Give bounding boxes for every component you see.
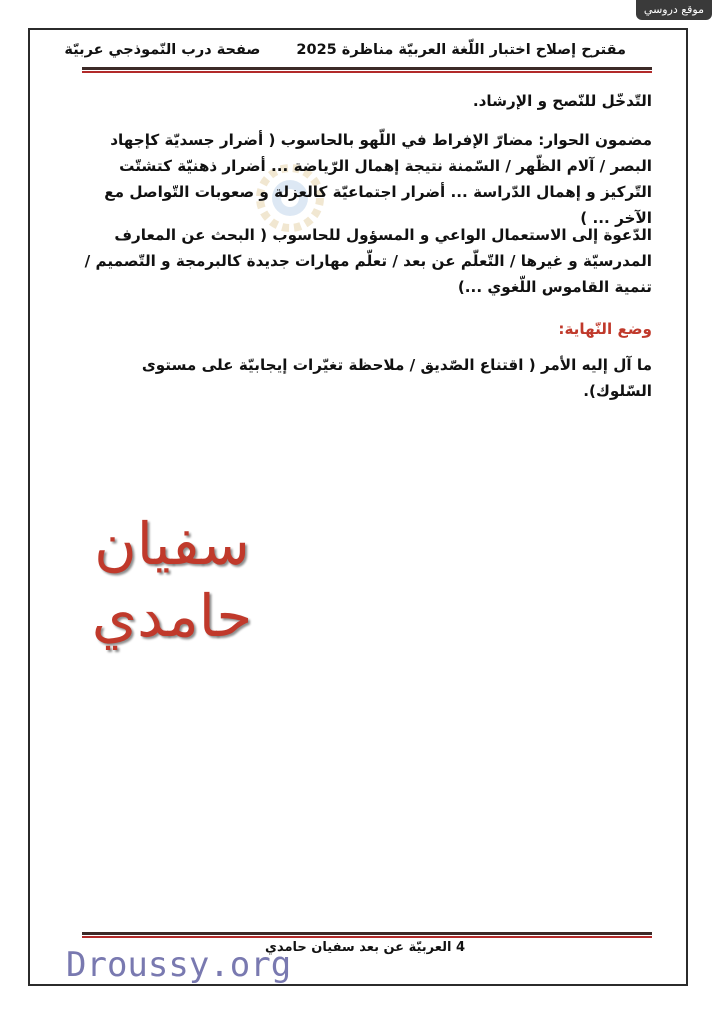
footer-rule-dark <box>82 932 652 935</box>
call-to-action-paragraph: الدّعوة إلى الاستعمال الواعي و المسؤول للحاسوب ( البحث عن المعارف المدرسيّة و غيرها / التّعلّم عن بعد / تعلّم مهارات جديدة كالبرمجة و التّصميم / تنمية القاموس اللّغوي ...) <box>84 226 652 296</box>
header-rule-red <box>82 71 652 73</box>
site-watermark: Droussy.org <box>66 945 292 985</box>
ending-text: ما آل إليه الأمر ( اقتناع الصّديق / ملاحظة تغيّرات إيجابيّة على مستوى السّلوك). <box>141 356 652 400</box>
author-signature-stamp <box>72 508 272 652</box>
header-exam-title: مقترح إصلاح اختبار اللّغة العربيّة مناظرة 2025 <box>296 42 626 58</box>
dialogue-content: مضمون الحوار: مضارّ الإفراط في اللّهو بالحاسوب ( أضرار جسديّة كإجهاد البصر / آلام الظّهر / السّمنة نتيجة إهمال الرّياضة ... أضرار ذهنيّة كتشتّت التّركيز و إهمال الدّراسة ... أضرار اجتماعيّة كالعزلة و صعوبات التّواصل مع الآخر ... ) <box>104 131 652 227</box>
header-subtitle: صفحة درب النّموذجي عربيّة <box>64 42 261 58</box>
header-title <box>60 42 626 58</box>
ending-heading: وضع النّهاية: <box>558 320 652 338</box>
site-badge: موقع دروسي <box>636 0 712 20</box>
footer-text: 4 العربيّة عن بعد سفيان حامدي <box>265 940 465 955</box>
footer-rule-red <box>82 936 652 938</box>
stamp-line-1: سفيان <box>94 510 250 578</box>
stamp-line-2: حامدي <box>91 582 253 650</box>
intro-line: التّدخّل للنّصح و الإرشاد. <box>472 92 652 110</box>
header-rule-dark <box>82 67 652 70</box>
